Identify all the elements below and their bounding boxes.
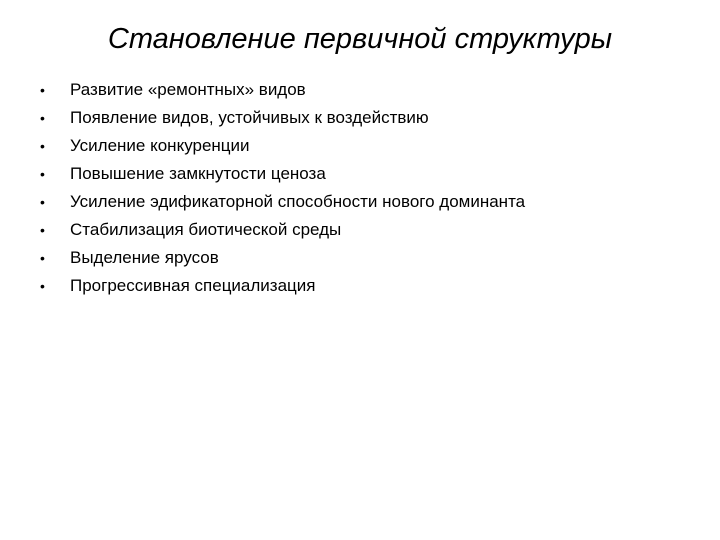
list-item-text: Усиление конкуренции xyxy=(70,136,250,155)
bullet-icon: • xyxy=(40,138,45,154)
list-item xyxy=(40,244,525,272)
list-item-text: Стабилизация биотической среды xyxy=(70,220,342,239)
list-item-text: Выделение ярусов xyxy=(70,248,219,267)
bullet-icon: • xyxy=(40,278,45,294)
bullet-icon: • xyxy=(40,250,45,266)
list-item-text: Прогрессивная специализация xyxy=(70,276,316,295)
list-item-text: Повышение замкнутости ценоза xyxy=(70,164,326,183)
bullet-icon: • xyxy=(40,222,45,238)
list-item xyxy=(40,216,525,244)
list-item xyxy=(40,160,525,188)
bullet-icon: • xyxy=(40,110,45,126)
bullet-list xyxy=(40,76,525,300)
slide-title: Становление первичной структуры xyxy=(107,23,613,55)
list-item-text: Усиление эдификаторной способности нового доминанта xyxy=(70,192,526,211)
list-item xyxy=(40,104,525,132)
list-item xyxy=(40,272,525,300)
list-item xyxy=(40,132,525,160)
bullet-icon: • xyxy=(40,82,45,98)
list-item-text: Развитие «ремонтных» видов xyxy=(70,80,306,99)
list-item-text: Появление видов, устойчивых к воздействию xyxy=(70,108,429,127)
list-item xyxy=(40,188,525,216)
bullet-icon: • xyxy=(40,194,45,210)
bullet-icon: • xyxy=(40,166,45,182)
list-item xyxy=(40,76,525,104)
